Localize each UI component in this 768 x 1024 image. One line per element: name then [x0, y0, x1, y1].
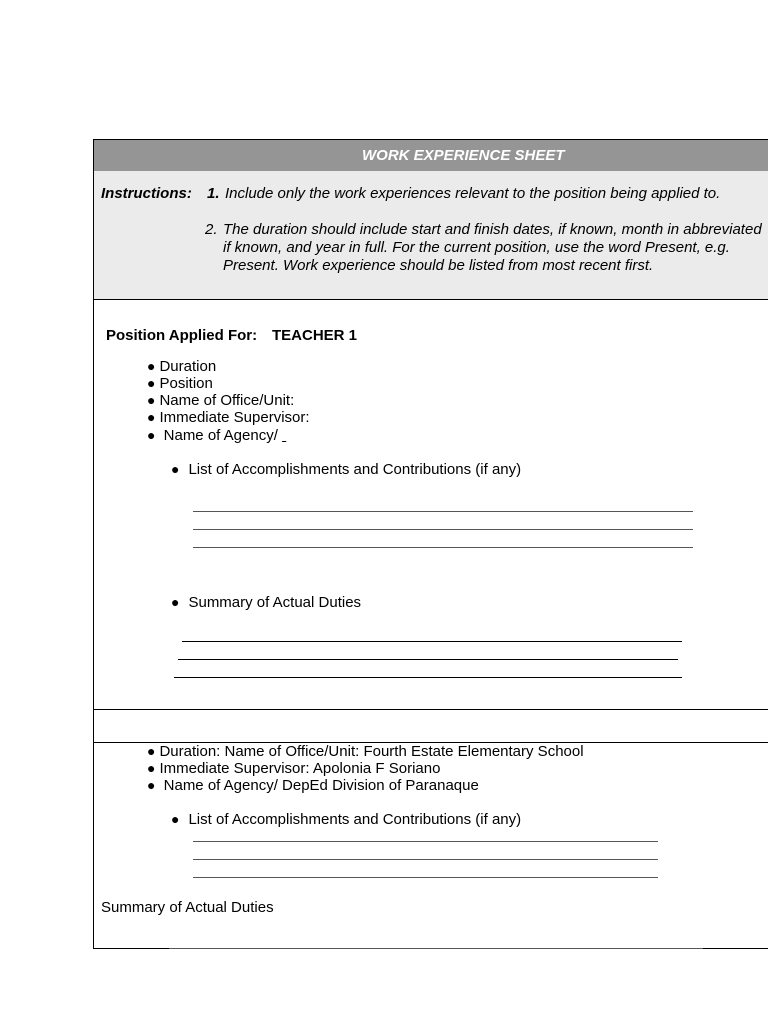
- bullet-icon: ●: [147, 392, 156, 408]
- list-item-agency: ● Name of Agency/ DepEd Division of Paranaque: [147, 777, 479, 794]
- list-item-office: ● Name of Office/Unit:: [147, 392, 295, 409]
- list-item-duration-office: ● Duration: Name of Office/Unit: Fourth Estate Elementary School: [147, 743, 584, 760]
- duties-line: [174, 677, 682, 678]
- instruction-2-number: 2.: [205, 221, 218, 238]
- list-item-summary-duties: ● Summary of Actual Duties: [171, 594, 362, 611]
- work-experience-sheet: [93, 139, 768, 949]
- position-applied-value: TEACHER 1: [272, 327, 358, 344]
- bullet-icon: ●: [147, 409, 156, 425]
- bullet-icon: ●: [147, 427, 156, 443]
- accomplishments-line: [193, 841, 658, 842]
- list-item-agency: ● Name of Agency/: [147, 427, 278, 444]
- list-item-position: ● Position: [147, 375, 213, 392]
- bullet-icon: ●: [147, 743, 156, 759]
- accomplishments-line: [193, 511, 693, 512]
- accomplishments-line: [193, 547, 693, 548]
- instruction-1-number: 1.: [207, 185, 220, 202]
- position-applied-label: Position Applied For:: [106, 327, 258, 344]
- list-item-accomplishments: ● List of Accomplishments and Contributions (if any): [171, 461, 522, 478]
- instruction-2-line-1: The duration should include start and finish dates, if known, month in abbreviated: [223, 221, 762, 238]
- duties-line: [169, 948, 703, 949]
- list-item-supervisor: ● Immediate Supervisor: Apolonia F Soriano: [147, 760, 441, 777]
- list-item-duration: ● Duration: [147, 358, 217, 375]
- bullet-icon: ●: [147, 777, 156, 793]
- sheet-title: WORK EXPERIENCE SHEET: [362, 147, 565, 164]
- accomplishments-line: [193, 877, 658, 878]
- summary-duties-label: Summary of Actual Duties: [101, 899, 274, 916]
- title-bar: [94, 140, 768, 172]
- duties-line: [178, 659, 678, 660]
- instructions-panel: [94, 171, 768, 300]
- duties-line: [182, 641, 682, 642]
- bullet-icon: ●: [147, 358, 156, 374]
- instruction-2-line-2: if known, and year in full. For the current position, use the word Present, e.g.: [223, 239, 730, 256]
- list-item-supervisor: ● Immediate Supervisor:: [147, 409, 310, 426]
- accomplishments-line: [193, 859, 658, 860]
- instructions-label: Instructions:: [101, 185, 192, 202]
- list-item-accomplishments: ● List of Accomplishments and Contributions (if any): [171, 811, 522, 828]
- accomplishments-line: [193, 529, 693, 530]
- bullet-icon: ●: [147, 760, 156, 776]
- bullet-icon: ●: [171, 594, 180, 610]
- bullet-icon: ●: [171, 811, 180, 827]
- instruction-1-text: Include only the work experiences relevant to the position being applied to.: [225, 185, 721, 202]
- bullet-icon: ●: [171, 461, 180, 477]
- instruction-2-line-3: Present. Work experience should be listed from most recent first.: [223, 257, 654, 274]
- section-divider: [94, 709, 768, 710]
- bullet-icon: ●: [147, 375, 156, 391]
